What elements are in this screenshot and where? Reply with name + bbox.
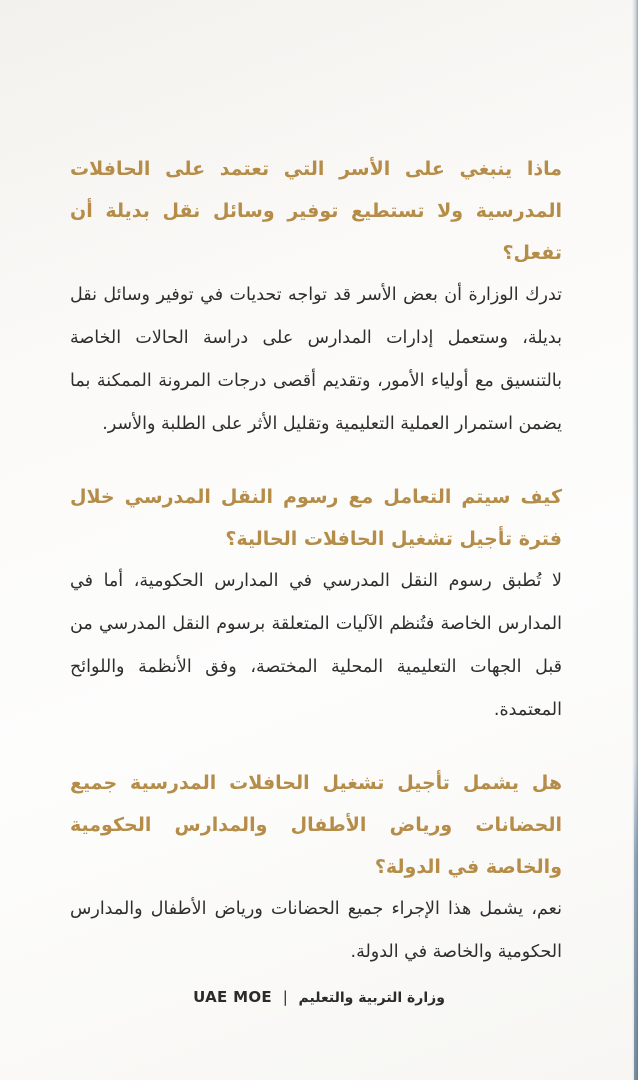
footer-separator: | <box>282 988 288 1006</box>
faq-item <box>70 476 562 732</box>
footer-english-name: UAE MOE <box>193 988 272 1006</box>
faq-question: كيف سيتم التعامل مع رسوم النقل المدرسي خلال فترة تأجيل تشغيل الحافلات الحالية؟ <box>70 486 562 550</box>
faq-answer: تدرك الوزارة أن بعض الأسر قد تواجه تحديات في توفير وسائل نقل بديلة، وستعمل إدارات المدارس على دراسة الحالات الخاصة بالتنسيق مع أولياء الأمور، وتقديم أقصى درجات المرونة الممكنة بما يضمن استمرار العملية التعليمية وتقليل الأثر على الطلبة والأسر. <box>70 285 562 434</box>
faq-item <box>70 148 562 446</box>
faq-answer: لا تُطبق رسوم النقل المدرسي في المدارس الحكومية، أما في المدارس الخاصة فتُنظم الآليات المتعلقة برسوم النقل المدرسي من قبل الجهات التعليمية المحلية المختصة، وفق الأنظمة واللوائح المعتمدة. <box>70 571 562 720</box>
faq-question: ماذا ينبغي على الأسر التي تعتمد على الحافلات المدرسية ولا تستطيع توفير وسائل نقل بديلة أن تفعل؟ <box>70 158 562 264</box>
faq-answer: نعم، يشمل هذا الإجراء جميع الحضانات ورياض الأطفال والمدارس الحكومية والخاصة في الدولة. <box>70 899 562 962</box>
right-edge-dark-strip <box>634 760 638 1080</box>
ministry-footer <box>0 988 638 1006</box>
footer-arabic-name: وزارة التربية والتعليم <box>298 990 445 1006</box>
faq-item <box>70 762 562 974</box>
faq-list <box>70 148 562 974</box>
faq-question: هل يشمل تأجيل تشغيل الحافلات المدرسية جميع الحضانات ورياض الأطفال والمدارس الحكومية والخاصة في الدولة؟ <box>70 772 562 878</box>
